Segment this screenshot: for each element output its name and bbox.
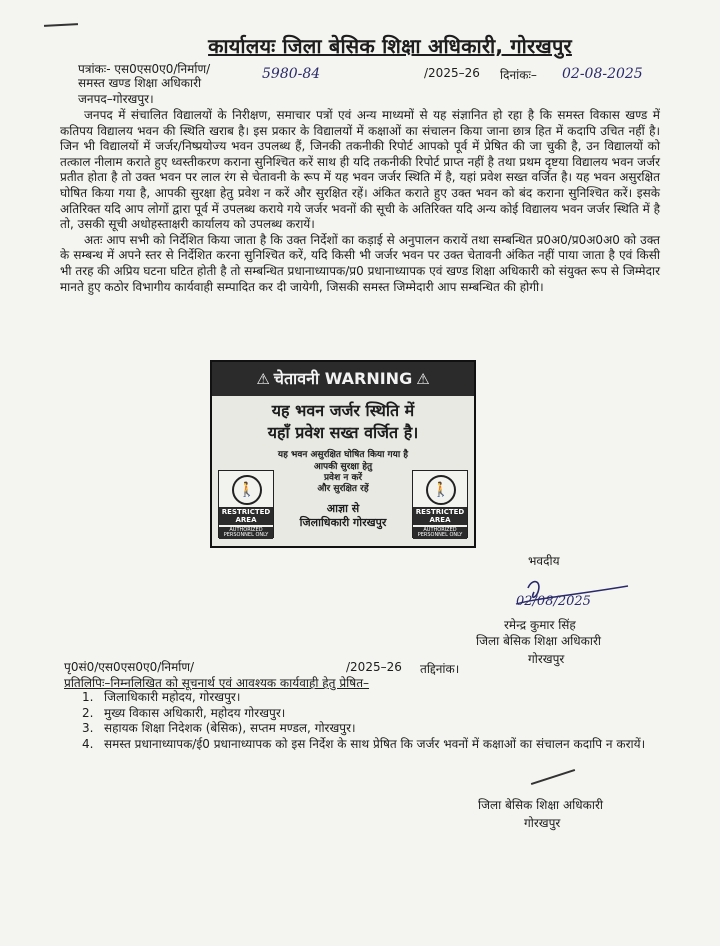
signature-handwritten-date: 02/08/2025 xyxy=(516,594,591,609)
list-item: 1. जिलाधिकारी महोदय, गोरखपुर। xyxy=(82,690,241,704)
body-paragraph-1: जनपद में संचालित विद्यालयों के निरीक्षण, समाचार पत्रों एवं अन्य माध्यमों से यह संज्ञानित हो रहा है कि समस्त विकास खण्ड में कतिपय विद्यालय भवन की स्थिति खराब है। इस प्रकार के विद्यालयों में कक्षाओं का संचालन किया जाना छात्र हित में कदापि उचित नहीं है। जिन भी विद्यालयों में जर्जर/निष्प्रयोज्य भवन उपलब्ध हैं, जिनकी तकनीकी रिपोर्ट आपको पूर्व में प्रेषित की जा चुकी है, उन विद्यालयों को तत्काल नीलाम कराते हुए ध्वस्तीकरण कराना सुनिश्चित करें साथ ही यदि तकनीकी रिपोर्ट प्राप्त नहीं है तथा प्रथम दृष्टया विद्यालय भवन जर्जर प्रतीत होता है तो उक्त भवन पर लाल रंग से चेतावनी के रूप में यह भवन जर्जर स्थिति में है, यहां प्रवेश सख्त वर्जित है। यह भवन असुरक्षित घोषित किया गया है, आपकी सुरक्षा हेतु प्रवेश न करें और सुरक्षित रहें। अंकित कराते हुए उक्त भवन को बंद कराना सुनिश्चित करें। इसके अतिरिक्त यदि आप लोगों द्वारा पूर्व में उपलब्ध कराये गये जर्जर भवनों की सूची के अतिरिक्त यदि अन्य कोई विद्यालय भवन जर्जर स्थिति में है तो, उसकी सूची अधोहस्ताक्षरी कार्यालय को उपलब्ध करायें। xyxy=(60,108,660,232)
authorized-personnel-label: AUTHORIZED PERSONNEL ONLY xyxy=(219,527,273,539)
no-entry-person-icon: 🚶 xyxy=(232,475,262,505)
authorized-personnel-label: AUTHORIZED PERSONNEL ONLY xyxy=(413,527,467,539)
restricted-area-label: RESTRICTED AREA xyxy=(219,507,273,525)
warning-safety-text xyxy=(282,462,404,495)
copy-sign-place: गोरखपुर xyxy=(524,816,561,830)
warning-order-line-1: आज्ञा से xyxy=(326,502,360,515)
copy-date: तद्दिनांक। xyxy=(420,662,460,676)
list-item: 2. मुख्य विकास अधिकारी, महोदय गोरखपुर। xyxy=(82,705,286,720)
signatory-place: गोरखपुर xyxy=(528,652,565,666)
copy-recipient-list xyxy=(82,690,652,752)
warning-order-line-2: जिलाधिकारी गोरखपुर xyxy=(299,516,387,529)
signatory-designation: जिला बेसिक शिक्षा अधिकारी xyxy=(476,634,601,648)
letter-number-label: पत्रांकः- एस0एस0ए0/निर्माण/ xyxy=(78,62,211,76)
warning-safety-line-3: और सुरक्षित रहें xyxy=(317,484,369,494)
warning-main-text xyxy=(212,400,474,444)
closing-text: भवदीय xyxy=(528,554,560,568)
warning-order-text xyxy=(276,502,410,530)
date-handwritten: 02-08-2025 xyxy=(562,66,643,82)
warning-safety-line-2: प्रवेश न करें xyxy=(323,473,363,483)
letter-number-handwritten: 5980-84 xyxy=(262,66,321,82)
copy-year: /2025–26 xyxy=(346,660,402,674)
list-item: 3. सहायक शिक्षा निदेशक (बेसिक), सप्तम मण्डल, गोरखपुर। xyxy=(82,721,356,735)
copy-reference-number: पृ0सं0/एस0एस0ए0/निर्माण/ xyxy=(64,660,195,674)
warning-heading-bar xyxy=(212,362,474,396)
office-title: कार्यालयः जिला बेसिक शिक्षा अधिकारी, गोरखपुर xyxy=(208,34,572,58)
letter-year: /2025–26 xyxy=(424,66,480,80)
warning-main-line-1: यह भवन जर्जर स्थिति में xyxy=(271,401,415,420)
district: जनपद–गोरखपुर। xyxy=(78,92,154,106)
warning-triangle-icon: ⚠ xyxy=(256,370,270,388)
restricted-area-label: RESTRICTED AREA xyxy=(413,507,467,525)
restricted-area-sign-right xyxy=(412,470,468,538)
body-paragraph-2: अतः आप सभी को निर्देशित किया जाता है कि उक्त निर्देशों का कड़ाई से अनुपालन करायें तथा सम्बन्धित प्र0अ0/प्र0अ0अ0 को उक्त के सम्बन्ध में अपने स्तर से निर्देशित करना सुनिश्चित करें, यदि किसी भी जर्जर भवन पर उक्त चेतावनी अंकित नहीं पाया जाता है एवं किसी भी तरह की अप्रिय घटना घटित होती है तो सम्बन्धित प्रधानाध्यापक/प्र0 प्रधानाध्यापक एवं खण्ड शिक्षा अधिकारी को संयुक्त रूप से जिम्मेदार मानते हुए कठोर विभागीय कार्यवाही सम्पादित कर दी जायेगी, जिसकी समस्त जिम्मेदारी आप सम्बन्धित की होगी। xyxy=(60,232,660,294)
warning-main-line-2: यहाँ प्रवेश सख्त वर्जित है। xyxy=(267,423,419,442)
warning-sub-text: यह भवन असुरक्षित घोषित किया गया है xyxy=(277,450,409,460)
signatory-name: रमेन्द्र कुमार सिंह xyxy=(504,618,576,632)
warning-heading: चेतावनी WARNING xyxy=(273,369,413,388)
list-item: 4. समस्त प्रधानाध्यापक/ई0 प्रधानाध्यापक को इस निर्देश के साथ प्रेषित कि जर्जर भवनों में कक्षाओं का संचालन कदापि न करायें। xyxy=(82,736,646,751)
warning-sign-image xyxy=(210,360,476,548)
date-label: दिनांकः– xyxy=(500,68,537,82)
addressee: समस्त खण्ड शिक्षा अधिकारी xyxy=(78,76,202,90)
no-entry-person-icon: 🚶 xyxy=(426,475,456,505)
pen-mark xyxy=(44,23,78,27)
copy-heading: प्रतिलिपिः–निम्नलिखित को सूचनार्थ एवं आवश्यक कार्यवाही हेतु प्रेषित– xyxy=(64,676,370,690)
letter-body xyxy=(60,108,660,295)
restricted-area-sign-left xyxy=(218,470,274,538)
warning-triangle-icon: ⚠ xyxy=(416,370,430,388)
initial-mark xyxy=(531,769,575,785)
warning-safety-line-1: आपकी सुरक्षा हेतु xyxy=(313,462,373,472)
copy-sign-designation: जिला बेसिक शिक्षा अधिकारी xyxy=(478,798,603,812)
